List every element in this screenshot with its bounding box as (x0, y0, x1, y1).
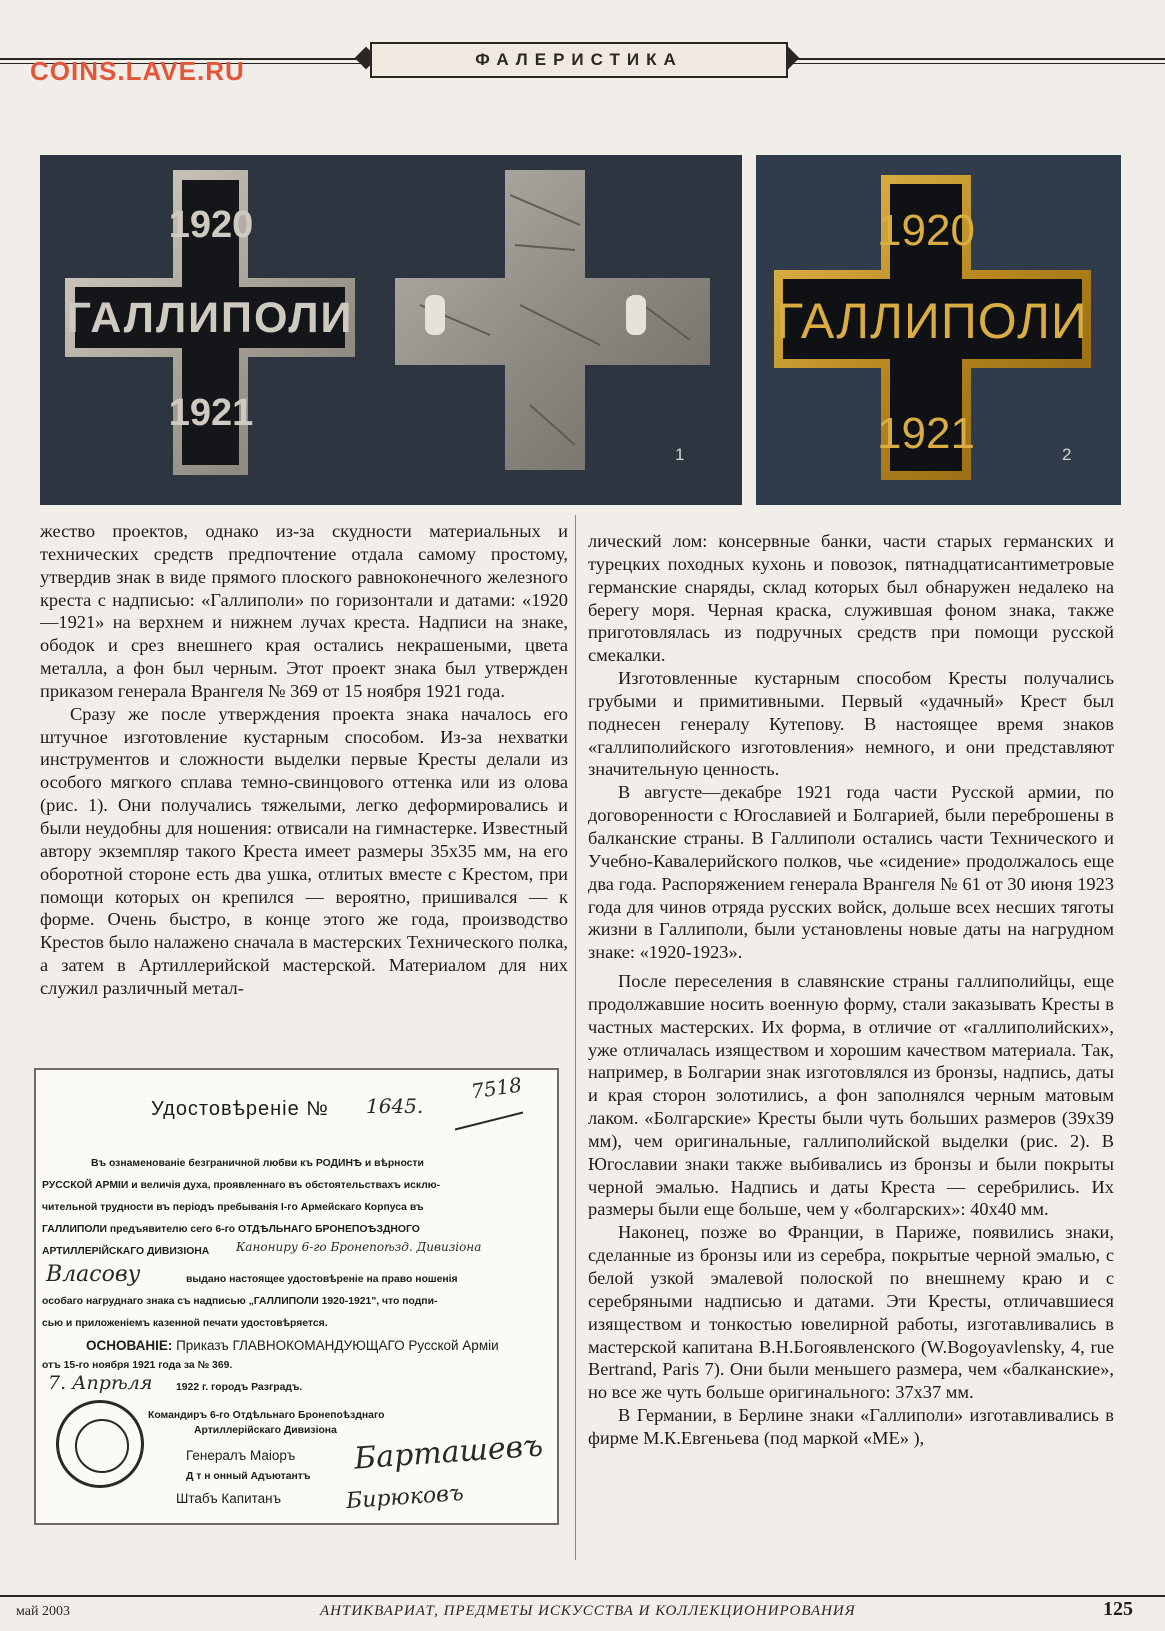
svg-text:1920: 1920 (168, 204, 254, 246)
svg-text:1921: 1921 (877, 409, 975, 458)
cross-front-fig2 (774, 175, 1091, 480)
svg-text:ГАЛЛИПОЛИ: ГАЛЛИПОЛИ (776, 293, 1088, 349)
figure-1-number: 1 (675, 445, 685, 464)
certificate-basis: ОСНОВАНIЕ: Приказъ ГЛАВНОКОМАНДУЮЩАГО Русской Армiи (86, 1338, 499, 1353)
figure-2-number: 2 (1062, 445, 1072, 464)
seal-icon (56, 1400, 144, 1488)
certificate-rank-1: Генералъ Маiоръ (186, 1448, 296, 1463)
right-column (588, 530, 1114, 1450)
certificate-recipient: Власову (46, 1262, 141, 1287)
certificate-line: выдано настоящее удостовѣренiе на право ношенiя (186, 1274, 458, 1285)
paragraph: жество проектов, однако из-за скудности материальных и технических средств предпочтение отдала самому простому, утвердив знак в виде прямого плоского равноконечного железного креста с надписью: «Галлиполи» по горизонтали и датами: «1920—1921» на верхнем и нижнем лучах креста. Надписи на знаке, ободок и срез внешнего края остались некрашеными, цвета металла, а фон был черным. Этот проект знака был утвержден приказом генерала Врангеля № 369 от 15 ноября 1921 года. (40, 521, 568, 701)
watermark: COINS.LAVE.RU (30, 56, 245, 86)
paragraph: В Германии, в Берлине знаки «Галлиполи» изготавливались в фирме М.К.Евгеньева (под маркой «ME» ), (588, 1405, 1114, 1448)
cross-back-fig1 (395, 170, 710, 470)
certificate-facsimile (34, 1068, 559, 1525)
certificate-line: Въ ознаменованiе безграничной любви къ РОДИНѢ и вѣрности (91, 1158, 424, 1169)
cross-front-fig1 (65, 170, 355, 475)
svg-text:1920: 1920 (877, 206, 975, 255)
paragraph: После переселения в славянские страны галлиполийцы, еще продолжавшие носить военную форму, стали заказывать Кресты в частных мастерских. Их форма, в отличие от «галлиполийских», уже отличалась изяществом и хорошим качеством материала. Так, например, в Болгарии знак изготовлялся из бронзы, надпись, даты и края сторон золотились, а фон заполнялся черным матовым лаком. «Болгарские» Кресты были чуть больших размеров (39х39 мм), чем оригинальные, галлиполийской выделки (рис. 2). В Югославии знаки также выбивались из бронзы и были покрыты черной эмалью. Надпись и даты Креста — серебрились. Их размеры были еще больше, чем у «болгарских»: 40х40 мм. (588, 971, 1114, 1220)
certificate-line: ГАЛЛИПОЛИ предъявителю сего 6-го ОТДѢЛЬНАГО БРОНЕПОѢЗДНОГО (42, 1224, 420, 1235)
figure-2-photo (756, 155, 1121, 505)
certificate-rank-handwriting: Канониру 6-го Бронепоѣзд. Дивизiона (236, 1240, 482, 1254)
underline-stroke (455, 1112, 523, 1131)
certificate-line: РУССКОЙ АРМIИ и величiя духа, проявленнаго въ обстоятельствахъ исклю- (42, 1180, 441, 1191)
svg-text:ГАЛЛИПОЛИ: ГАЛЛИПОЛИ (66, 294, 354, 342)
certificate-number: 1645. (366, 1094, 424, 1118)
certificate-date: 1922 г. городъ Разградъ. (176, 1382, 303, 1393)
column-separator (575, 515, 576, 1560)
certificate-line: чительной трудности въ періодъ пребыванія І-го Армейскаго Корпуса въ (42, 1202, 424, 1213)
certificate-title: Удостовѣренiе № (151, 1098, 329, 1120)
signature-2: Бирюковъ (345, 1480, 465, 1515)
certificate-line: сью и приложенiемъ казенной печати удостовѣряется. (42, 1318, 328, 1329)
certificate-line: особаго нагруднаго знака съ надписью „ГАЛЛИПОЛИ 1920-1921", что подпи- (42, 1296, 438, 1307)
footer-rule (0, 1595, 1165, 1597)
signature-1: Барташевъ (353, 1428, 545, 1477)
footer-date: май 2003 (16, 1604, 70, 1619)
certificate-corner-number: 7518 (469, 1072, 524, 1104)
certificate-commander: Артиллерiйскаго Дивизiона (194, 1425, 337, 1436)
certificate-rank-1b: Д т н онный Адъютантъ (186, 1471, 311, 1482)
certificate-rank-2: Штабъ Капитанъ (176, 1491, 282, 1506)
certificate-date-handwriting: 7. Апрѣля (48, 1372, 153, 1394)
paragraph: В августе—декабре 1921 года части Русской армии, по договоренности с Югославией и Болгарией, были переброшены в балканские страны. В Галлиполи остались части Технического и Учебно-Кавалерийского полков, чье «сидение» продолжалось еще два года. Распоряжением генерала Врангеля № 61 от 30 июня 1923 года для чинов отряда русских войск, дольше всех несших тяготы жизни в Галлиполи, были установлены новые даты на нагрудном знаке: «1920-1923». (588, 782, 1114, 963)
footer-journal: АНТИКВАРИАТ, ПРЕДМЕТЫ ИСКУССТВА И КОЛЛЕКЦИОНИРОВАНИЯ (320, 1603, 856, 1619)
certificate-line: отъ 15-го ноября 1921 года за № 369. (42, 1360, 233, 1371)
paragraph: Наконец, позже во Франции, в Париже, появились знаки, сделанные из бронзы или из серебра, покрытые черной эмалью, с белой узкой эмалевой полоской по внешнему краю и с серебряными надписью и датами. Эти Кресты, отличавшиеся изяществом и тонкостью ювелирной работы, изготавливались в мастерской капитана В.Н.Богоявленского (W.Bogoyavlensky, 4, rue Bertrand, Paris 7). Они были меньшего размера, чем «балканские», но все же чуть больше оригинального: 37х37 мм. (588, 1222, 1114, 1403)
page-number: 125 (1103, 1598, 1133, 1620)
paragraph: лический лом: консервные банки, части старых германских и турецких походных кухонь и повозок, пятнадцатисантиметровые германские снаряды, склад которых был обнаружен недалеко на берегу моря. Черная краска, служившая фоном знака, также приготовлялась из подручных средств при помощи русской смекалки. (588, 531, 1114, 666)
svg-text:1921: 1921 (168, 392, 254, 434)
paragraph: Изготовленные кустарным способом Кресты получались грубыми и примитивными. Первый «удачный» Крест был поднесен генералу Кутепову. В настоящее время знаков «галлиполийского изготовления» немного, и они представляют значительную ценность. (588, 668, 1114, 780)
section-title: ФАЛЕРИСТИКА (370, 42, 788, 78)
paragraph: Сразу же после утверждения проекта знака началось его штучное изготовление кустарным способом. Из-за нехватки инструментов и сложности выделки первые Кресты делали из особого мягкого сплава темно-свинцового оттенка или из олова (рис. 1). Они получались тяжелыми, легко деформировались и были неудобны для ношения: отвисали на гимнастерке. Известный автору экземпляр такого Креста имеет размеры 35х35 мм, на его оборотной стороне есть два ушка, отлитых вместе с Крестом, при помощи которых он крепился — вероятно, пришивался — к форме. Очень быстро, в конце этого же года, производство Крестов было налажено сначала в мастерских Технического полка, а затем в Артиллерийской мастерской. Материалом для них служил различный метал- (40, 703, 568, 998)
certificate-commander: Командиръ 6-го Отдѣльнаго Бронепоѣзднаго (148, 1410, 385, 1421)
certificate-line: АРТИЛЛЕРІЙСКАГО ДИВИЗІОНА (42, 1246, 210, 1257)
left-column-top (40, 520, 568, 1000)
figure-1-photo (40, 155, 742, 505)
